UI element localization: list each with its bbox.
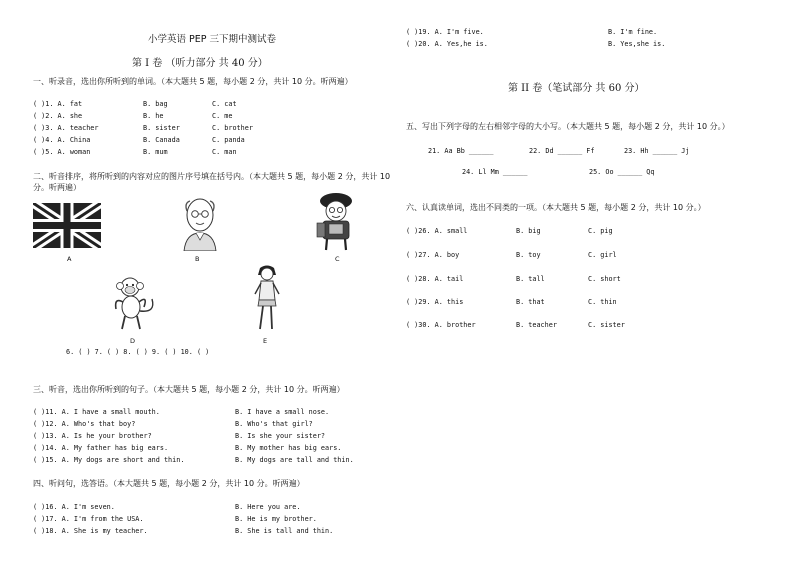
q5-b: B. mum: [143, 148, 168, 156]
monkey-icon: [110, 275, 160, 331]
section6-heading: 六、认真读单词，选出不同类的一项。（本大题共 5 题，每小题 2 分，共计 10 分。）: [406, 203, 706, 212]
q16-a: ( )16. A. I'm seven.: [33, 503, 115, 511]
q1-a: ( )1. A. fat: [33, 100, 83, 108]
page-title: 小学英语 PEP 三下期中测试卷: [148, 34, 276, 45]
section2-heading: 二、听音排序，将所听到的内容对应的图片序号填在括号内。（本大题共 5 题，每小题 2 分，共计 10: [33, 172, 391, 181]
q5-c: C. man: [212, 148, 237, 156]
schoolgirl-icon: [313, 191, 359, 251]
q17-b: B. He is my brother.: [235, 515, 317, 523]
section1-heading: 一、听录音，选出你所听到的单词。（本大题共 5 题，每小题 2 分，共计 10 分。听两遍）: [33, 77, 353, 86]
q14-b: B. My mother has big ears.: [235, 444, 342, 452]
pic-label-b: B: [195, 255, 200, 263]
q12-a: ( )12. A. Who's that boy?: [33, 420, 136, 428]
q4-a: ( )4. A. China: [33, 136, 91, 144]
q28-b: B. tall: [516, 275, 545, 283]
q5-a: ( )5. A. woman: [33, 148, 91, 156]
q27-a: ( )27. A. boy: [406, 251, 460, 259]
q18-a: ( )18. A. She is my teacher.: [33, 527, 148, 535]
q3-b: B. sister: [143, 124, 180, 132]
q18-b: B. She is tall and thin.: [235, 527, 334, 535]
q12-b: B. Who's that girl?: [235, 420, 313, 428]
q11-a: ( )11. A. I have a small mouth.: [33, 408, 160, 416]
q29-b: B. that: [516, 298, 545, 306]
q20-b: B. Yes,she is.: [608, 40, 666, 48]
q15-b: B. My dogs are tall and thin.: [235, 456, 354, 464]
q2-c: C. me: [212, 112, 233, 120]
q29-a: ( )29. A. this: [406, 298, 464, 306]
grandpa-icon: [178, 195, 222, 251]
q28-a: ( )28. A. tail: [406, 275, 464, 283]
q13-b: B. Is she your sister?: [235, 432, 326, 440]
q27-b: B. toy: [516, 251, 541, 259]
q11-b: B. I have a small nose.: [235, 408, 330, 416]
q13-a: ( )13. A. Is he your brother?: [33, 432, 152, 440]
section5-heading: 五、写出下列字母的左右相邻字母的大小写。（本大题共 5 题，每小题 2 分，共计 10 分。）: [406, 122, 730, 131]
section2-heading-cont: 分。听两遍）: [33, 183, 81, 192]
q14-a: ( )14. A. My father has big ears.: [33, 444, 169, 452]
pic-label-e: E: [263, 337, 268, 345]
q19-b: B. I'm fine.: [608, 28, 658, 36]
q2-b: B. he: [143, 112, 164, 120]
q26-a: ( )26. A. small: [406, 227, 468, 235]
q22: 22. Dd ______ Ff: [529, 147, 595, 155]
q1-b: B. bag: [143, 100, 168, 108]
section4-heading: 四、听问句，选答语。（本大题共 5 题，每小题 2 分，共计 10 分。听两遍）: [33, 479, 305, 488]
q29-c: C. thin: [588, 298, 617, 306]
q24: 24. Ll Mm ______: [462, 168, 528, 176]
q30-a: ( )30. A. brother: [406, 321, 476, 329]
girl-icon: [252, 264, 282, 332]
q25: 25. Oo ______ Qq: [589, 168, 655, 176]
q15-a: ( )15. A. My dogs are short and thin.: [33, 456, 185, 464]
q19-a: ( )19. A. I'm five.: [406, 28, 484, 36]
q4-b: B. Canada: [143, 136, 180, 144]
pic-label-a: A: [67, 255, 72, 263]
q20-a: ( )20. A. Yes,he is.: [406, 40, 488, 48]
part1-heading: 第 I 卷 （听力部分 共 40 分）: [132, 58, 268, 69]
q17-a: ( )17. A. I'm from the USA.: [33, 515, 144, 523]
q28-c: C. short: [588, 275, 621, 283]
pic-label-d: D: [130, 337, 136, 345]
part2-heading: 第 II 卷（笔试部分 共 60 分）: [508, 83, 645, 94]
uk-flag-icon: [33, 203, 101, 248]
q26-c: C. pig: [588, 227, 613, 235]
q16-b: B. Here you are.: [235, 503, 301, 511]
q27-c: C. girl: [588, 251, 617, 259]
section3-heading: 三、听音，选出你所听到的句子。（本大题共 5 题，每小题 2 分，共计 10 分。听两遍）: [33, 385, 345, 394]
q30-b: B. teacher: [516, 321, 557, 329]
q4-c: C. panda: [212, 136, 245, 144]
q30-c: C. sister: [588, 321, 625, 329]
pic-label-c: C: [335, 255, 340, 263]
q3-a: ( )3. A. teacher: [33, 124, 99, 132]
q2-a: ( )2. A. she: [33, 112, 83, 120]
q1-c: C. cat: [212, 100, 237, 108]
q3-c: C. brother: [212, 124, 253, 132]
q26-b: B. big: [516, 227, 541, 235]
ordering-blanks: 6. ( ) 7. ( ) 8. ( ) 9. ( ) 10. ( ): [66, 348, 210, 356]
q23: 23. Hh ______ Jj: [624, 147, 690, 155]
q21: 21. Aa Bb ______: [428, 147, 494, 155]
